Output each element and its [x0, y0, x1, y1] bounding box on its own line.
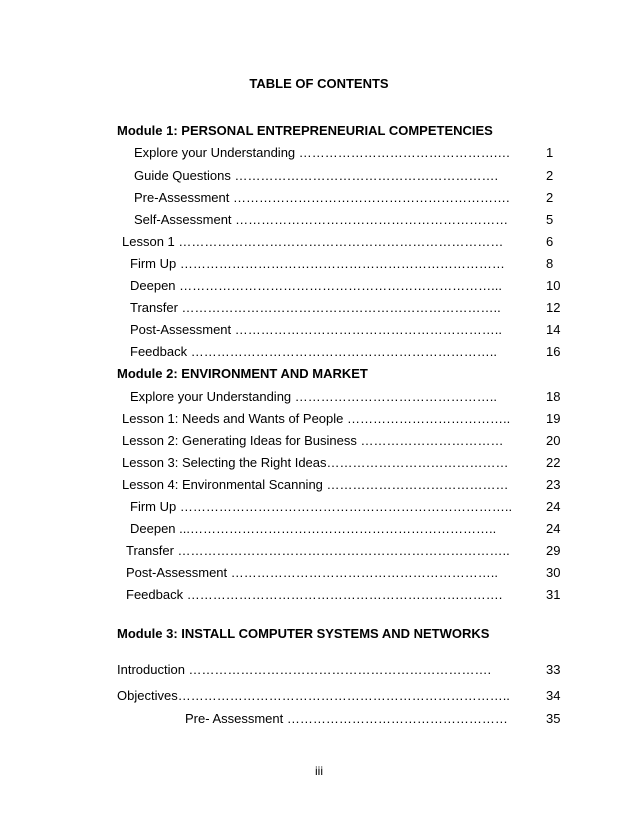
toc-entry[interactable]: [134, 190, 522, 206]
toc-entry-label: Feedback ……………………………………………………………….: [126, 587, 503, 602]
toc-entry[interactable]: [122, 433, 522, 449]
toc-entry-label: Introduction …………………………………………………………….: [117, 662, 492, 677]
toc-entry-label: Post-Assessment ……………………………………………………..: [130, 322, 502, 337]
toc-page-number: 6: [546, 234, 554, 249]
toc-entry-label: Pre- Assessment ……………………………………………: [185, 711, 508, 726]
toc-entry[interactable]: [122, 455, 522, 471]
toc-page-number: 31: [546, 587, 561, 602]
toc-entry-label: Lesson 4: Environmental Scanning ……………………………………: [122, 477, 509, 492]
toc-entry[interactable]: [130, 389, 522, 405]
toc-page-number: 29: [546, 543, 561, 558]
toc-page-number: 33: [546, 662, 561, 677]
toc-page-number: 20: [546, 433, 561, 448]
toc-entry[interactable]: [126, 565, 522, 581]
toc-entry[interactable]: [185, 711, 522, 727]
toc-entry-label: Firm Up …………………………………………………………………: [130, 256, 505, 271]
toc-entry-label: Lesson 1 …………………………………………………………………: [122, 234, 504, 249]
toc-entry[interactable]: [130, 499, 522, 515]
module-2-heading: Module 2: ENVIRONMENT AND MARKET: [117, 366, 368, 381]
toc-page-number: 22: [546, 455, 561, 470]
toc-entry[interactable]: [130, 256, 522, 272]
toc-entry-label: Pre-Assessment ……………………………………………………….: [134, 190, 510, 205]
toc-entry[interactable]: [130, 278, 522, 294]
toc-page-number: 8: [546, 256, 554, 271]
toc-entry[interactable]: [134, 145, 522, 161]
toc-entry[interactable]: [126, 543, 522, 559]
page-footer-number: iii: [315, 764, 323, 778]
toc-entry[interactable]: [122, 477, 522, 493]
toc-page-number: 18: [546, 389, 561, 404]
toc-entry[interactable]: [130, 344, 522, 360]
toc-entry[interactable]: [126, 587, 522, 603]
toc-entry-label: Feedback ……………………………………………………………..: [130, 344, 497, 359]
toc-entry-label: Explore your Understanding ………………………………………..: [130, 389, 497, 404]
module-3-heading: Module 3: INSTALL COMPUTER SYSTEMS AND NETWORKS: [117, 626, 490, 641]
toc-entry[interactable]: [122, 411, 522, 427]
toc-entry-label: Objectives…………………………………………………………………..: [117, 688, 510, 703]
toc-entry[interactable]: [134, 212, 522, 228]
toc-entry-label: Post-Assessment ……………………………………………………..: [126, 565, 498, 580]
toc-entry[interactable]: [130, 521, 522, 537]
toc-page-number: 24: [546, 499, 561, 514]
toc-page-number: 14: [546, 322, 561, 337]
toc-page-number: 16: [546, 344, 561, 359]
toc-page-number: 23: [546, 477, 561, 492]
toc-page-number: 1: [546, 145, 554, 160]
toc-entry[interactable]: [117, 662, 522, 678]
module-1-heading: Module 1: PERSONAL ENTREPRENEURIAL COMPETENCIES: [117, 123, 493, 138]
page-title: TABLE OF CONTENTS: [249, 76, 389, 91]
toc-page-number: 2: [546, 168, 554, 183]
toc-entry[interactable]: [134, 168, 522, 184]
toc-entry[interactable]: [130, 300, 522, 316]
toc-entry-label: Firm Up …………………………………………………………………..: [130, 499, 513, 514]
toc-entry[interactable]: [130, 322, 522, 338]
toc-page-number: 5: [546, 212, 554, 227]
toc-entry-label: Lesson 2: Generating Ideas for Business ……………………………: [122, 433, 504, 448]
toc-entry-label: Guide Questions …………………………………………………….: [134, 168, 499, 183]
toc-page-number: 34: [546, 688, 561, 703]
toc-page-number: 24: [546, 521, 561, 536]
toc-entry[interactable]: [122, 234, 522, 250]
toc-entry-label: Self-Assessment ………………………………………………………: [134, 212, 509, 227]
toc-page-number: 30: [546, 565, 561, 580]
toc-entry-label: Explore your Understanding ……………………………………….…: [134, 145, 511, 160]
toc-entry-label: Transfer …………………………………………………………………..: [126, 543, 510, 558]
toc-page-number: 2: [546, 190, 554, 205]
toc-page-number: 12: [546, 300, 561, 315]
toc-entry-label: Transfer ………………………………………………………………..: [130, 300, 501, 315]
toc-page-number: 10: [546, 278, 561, 293]
toc-page-number: 35: [546, 711, 561, 726]
toc-entry-label: Lesson 1: Needs and Wants of People ………………………………..: [122, 411, 511, 426]
toc-entry-label: Deepen ...……………………………………………………………..: [130, 521, 497, 536]
toc-entry-label: Lesson 3: Selecting the Right Ideas……………………………………: [122, 455, 509, 470]
toc-entry[interactable]: [117, 688, 522, 704]
toc-page-number: 19: [546, 411, 561, 426]
toc-entry-label: Deepen ………………………………………………………………...: [130, 278, 502, 293]
